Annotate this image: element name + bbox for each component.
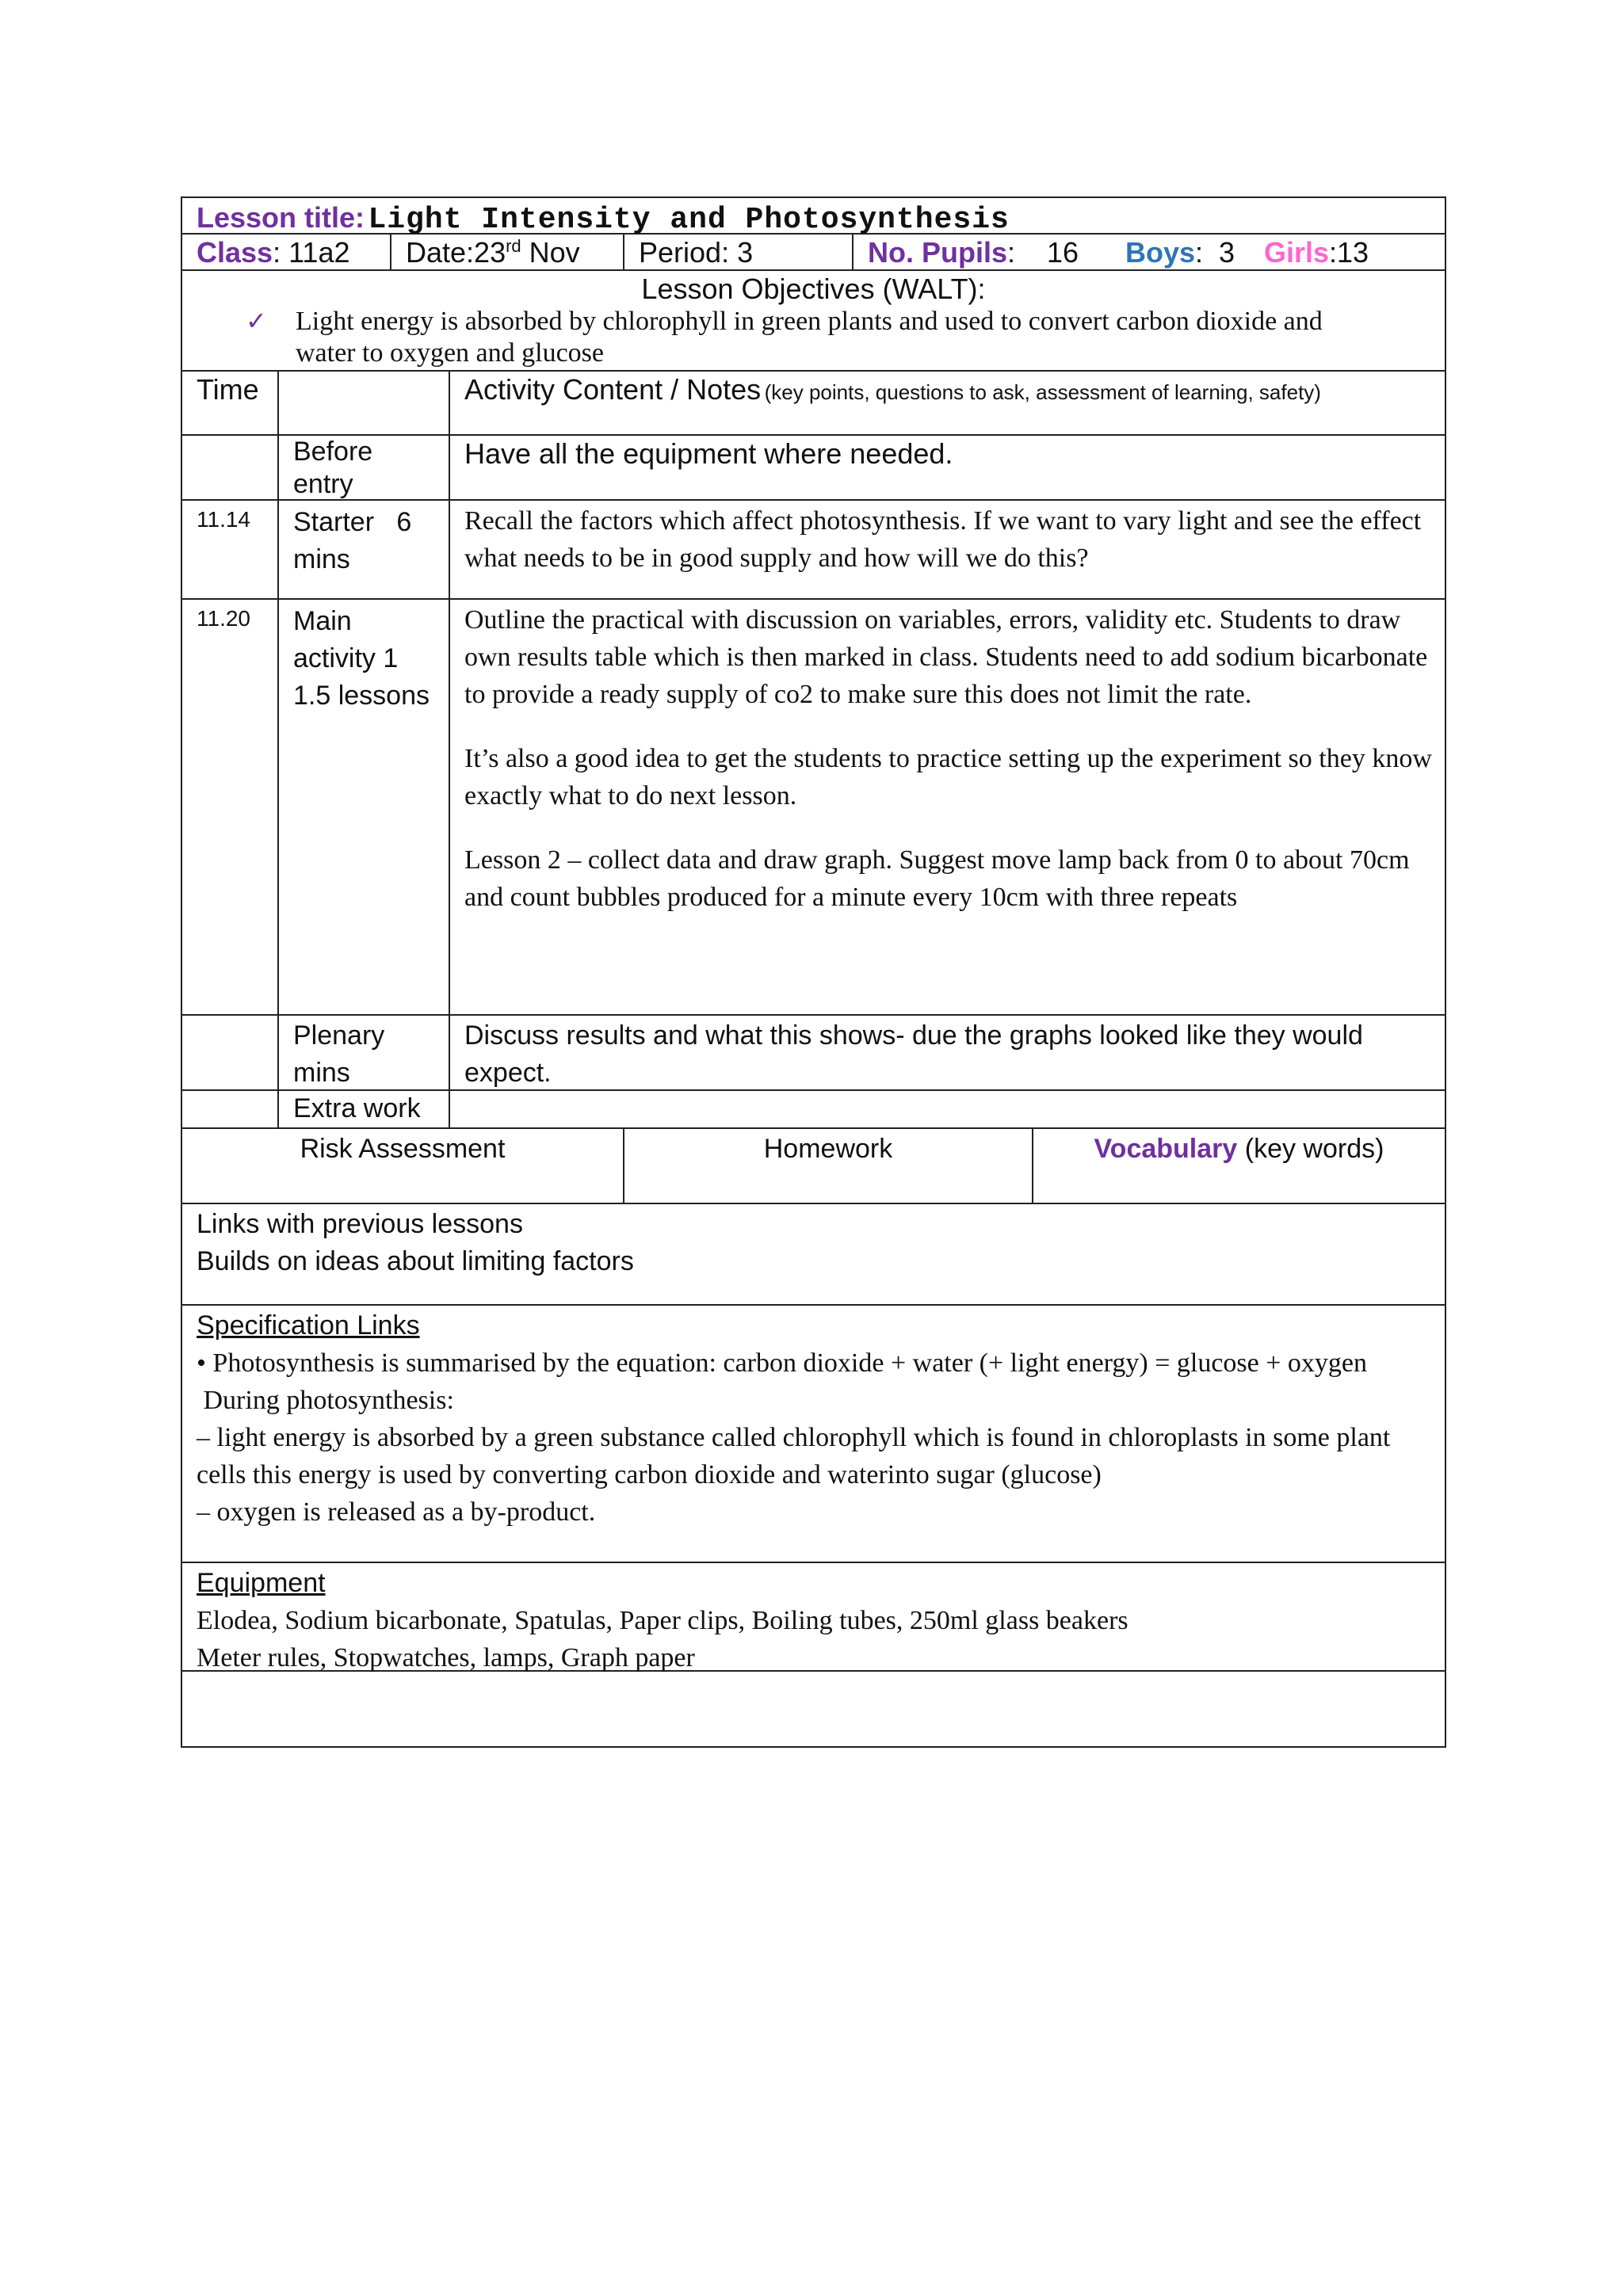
class-label: Class <box>197 236 273 269</box>
plan-notes: Recall the factors which affect photosynthesis. If we want to vary light and see the effect what needs to be in good supply and how will we do this? <box>464 506 1422 573</box>
assessment-row <box>181 1129 1446 1204</box>
activity-header-note: (key points, questions to ask, assessment of learning, safety) <box>764 380 1321 404</box>
time-header: Time <box>197 373 259 406</box>
plan-notes: Outline the practical with discussion on variables, errors, validity etc. Students to draw own results table which is then marked in class. Students need to add sodium bicarbonate to provide a ready supply of co2 to make sure this does not limit the rate. <box>464 605 1428 709</box>
equipment-text: Meter rules, Stopwatches, lamps, Graph paper <box>197 1643 695 1672</box>
spec-text: – light energy is absorbed by a green substance called chlorophyll which is found in chloroplasts in some plant cells this energy is used by converting carbon dioxide and waterinto sugar (glucose) <box>197 1423 1391 1489</box>
plan-row <box>181 600 1446 1016</box>
activity-header: Activity Content / Notes <box>464 373 762 406</box>
links-text: Builds on ideas about limiting factors <box>197 1246 634 1276</box>
objective-text: Light energy is absorbed by chlorophyll in green plants and used to convert carbon dioxide and water to oxygen and glucose <box>296 307 1323 368</box>
plan-time: 11.20 <box>197 606 250 631</box>
homework-label: Homework <box>763 1134 893 1164</box>
boys-label: Boys <box>1125 236 1196 269</box>
equipment-row <box>181 1563 1446 1672</box>
pupils-value: : 16 <box>1007 236 1079 269</box>
plan-stage: Starter 6 mins <box>293 507 419 574</box>
girls-label: Girls <box>1263 236 1329 269</box>
plan-time <box>197 1091 276 1127</box>
spec-text: During photosynthesis: <box>197 1386 454 1415</box>
plan-stage: Before entry <box>293 437 373 499</box>
spec-text: • Photosynthesis is summarised by the equation: carbon dioxide + water (+ light energy) = glucose + oxygen <box>197 1348 1367 1378</box>
lesson-title: Light Intensity and Photosynthesis <box>368 203 1010 237</box>
check-icon: ✓ <box>246 307 267 335</box>
spec-text: – oxygen is released as a by-product. <box>197 1497 596 1527</box>
plan-row <box>181 1091 1446 1129</box>
plan-time <box>197 1016 276 1089</box>
links-row <box>181 1204 1446 1306</box>
specification-row <box>181 1306 1446 1563</box>
spec-heading: Specification Links <box>197 1310 420 1341</box>
date-value: Date:23rd Nov <box>406 236 580 269</box>
title-row <box>181 196 1446 235</box>
plan-notes: It’s also a good idea to get the students to practice setting up the experiment so they know exactly what to do next lesson. <box>464 744 1432 810</box>
plan-time <box>197 436 276 499</box>
plan-stage: Extra work <box>293 1093 421 1123</box>
equipment-text: Elodea, Sodium bicarbonate, Spatulas, Paper clips, Boiling tubes, 250ml glass beakers <box>197 1606 1128 1635</box>
class-value: : 11a2 <box>273 236 350 269</box>
pupils-label: No. Pupils <box>868 236 1008 269</box>
girls-value: :13 <box>1329 236 1369 269</box>
plan-stage: Main activity 1 1.5 lessons <box>293 606 430 711</box>
objectives-row <box>181 271 1446 372</box>
plan-row <box>181 436 1446 501</box>
links-heading: Links with previous lessons <box>197 1209 523 1239</box>
vocabulary-note: (key words) <box>1237 1134 1384 1164</box>
plan-notes: Discuss results and what this shows- due the graphs looked like they would expect. <box>464 1020 1363 1088</box>
period-value: Period: 3 <box>639 236 754 269</box>
class-row <box>181 235 1446 271</box>
equipment-heading: Equipment <box>197 1568 326 1598</box>
plan-notes: Have all the equipment where needed. <box>464 437 953 470</box>
plan-header-row <box>181 372 1446 436</box>
lesson-plan <box>181 196 1446 1748</box>
boys-value: : 3 <box>1195 236 1235 269</box>
plan-time: 11.14 <box>197 507 250 532</box>
lesson-title-label: Lesson title: <box>197 201 365 234</box>
plan-row <box>181 1016 1446 1091</box>
blank-row <box>181 1672 1446 1748</box>
vocabulary-label: Vocabulary <box>1094 1134 1238 1164</box>
plan-notes: Lesson 2 – collect data and draw graph. Suggest move lamp back from 0 to about 70cm and count bubbles produced for a minute every 10cm with three repeats <box>464 845 1410 912</box>
risk-assessment-label: Risk Assessment <box>300 1134 506 1164</box>
plan-row <box>181 501 1446 600</box>
objectives-heading: Lesson Objectives (WALT): <box>641 273 986 305</box>
plan-stage: Plenary mins <box>293 1020 385 1088</box>
